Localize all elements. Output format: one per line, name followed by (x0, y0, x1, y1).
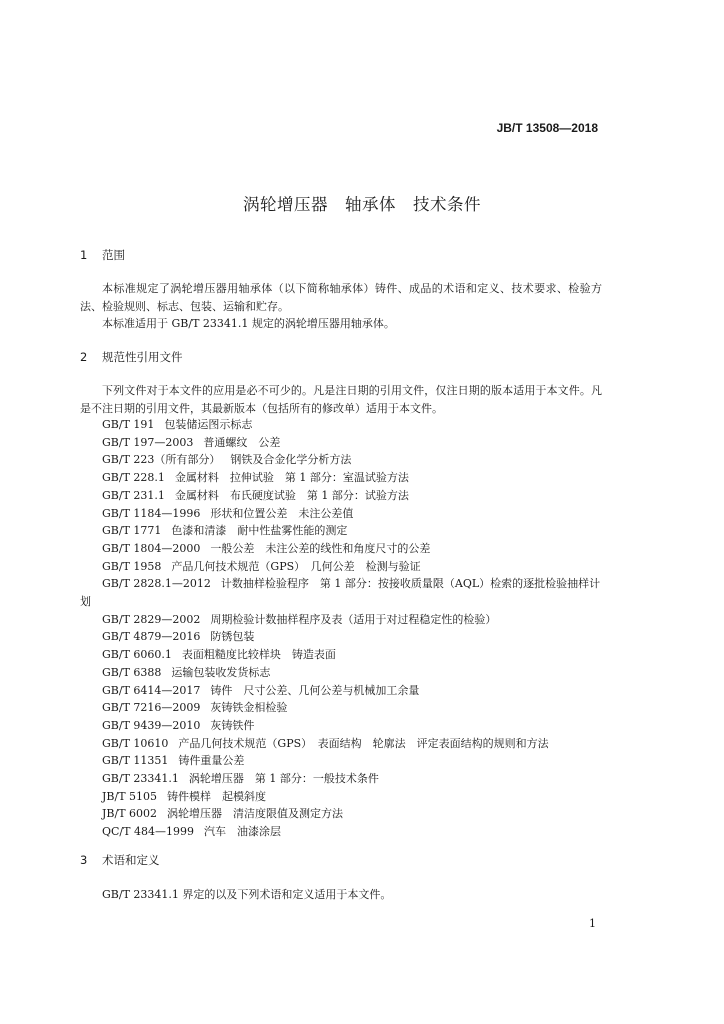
reference-title: 金属材料 拉伸试验 第 1 部分：室温试验方法 (174, 471, 409, 485)
reference-title: 色漆和清漆 耐中性盐雾性能的测定 (171, 524, 348, 538)
reference-code: QC/T 484—1999 (102, 825, 194, 839)
section-title: 规范性引用文件 (102, 350, 183, 364)
reference-item (80, 416, 610, 434)
reference-code: GB/T 1184—1996 (102, 506, 201, 520)
reference-item (80, 540, 610, 558)
reference-code: JB/T 5105 (102, 789, 158, 803)
reference-item (80, 770, 610, 788)
reference-title: 包装储运图示标志 (164, 418, 253, 431)
reference-code: GB/T 4879—2016 (102, 630, 201, 644)
reference-title: 计数抽样检验程序 第 1 部分：按接收质量限（AQL）检索的逐批检验抽样计划 (80, 577, 601, 609)
reference-code: GB/T 1958 (102, 559, 162, 573)
reference-code: GB/T 2829—2002 (102, 612, 201, 626)
reference-item (80, 699, 610, 717)
reference-item (80, 575, 610, 610)
reference-title: 钢铁及合金化学分析方法 (230, 453, 352, 467)
reference-item (80, 735, 610, 753)
reference-code: GB/T 6060.1 (102, 648, 172, 662)
reference-title: 防锈包装 (210, 630, 255, 644)
reference-item (80, 522, 610, 540)
reference-item (80, 505, 610, 523)
reference-code: GB/T 1804—2000 (102, 541, 201, 555)
reference-code: GB/T 2828.1—2012 (102, 577, 211, 591)
reference-item (80, 717, 610, 735)
reference-code: GB/T 191 (102, 418, 155, 431)
reference-title: 灰铸铁金相检验 (210, 701, 288, 715)
reference-code: GB/T 223（所有部分） (102, 453, 221, 467)
reference-title: 产品几何技术规范（GPS） 表面结构 轮廓法 评定表面结构的规则和方法 (178, 736, 549, 750)
reference-title: 涡轮增压器 清洁度限值及测定方法 (167, 807, 344, 821)
section-title: 范围 (102, 248, 125, 262)
reference-title: 金属材料 布氏硬度试验 第 1 部分：试验方法 (174, 488, 409, 502)
reference-item (80, 487, 610, 505)
reference-item (80, 469, 610, 487)
reference-title: 铸件 尺寸公差、几何公差与机械加工余量 (210, 683, 420, 697)
reference-title: 铸件模样 起模斜度 (167, 789, 267, 803)
reference-item (80, 682, 610, 700)
document-title: 涡轮增压器 轴承体 技术条件 (243, 195, 481, 214)
standard-number: JB/T 13508—2018 (496, 121, 598, 135)
section-2-heading (80, 349, 183, 365)
reference-title: 运输包装收发货标志 (171, 665, 271, 679)
reference-item (80, 628, 610, 646)
reference-item (80, 805, 610, 823)
section-title: 术语和定义 (102, 853, 160, 867)
reference-list (80, 416, 610, 841)
reference-item (80, 558, 610, 576)
scope-paragraph: 本标准规定了涡轮增压器用轴承体（以下简称轴承体）铸件、成品的术语和定义、技术要求、检验方法、检验规则、标志、包装、运输和贮存。 (80, 282, 602, 313)
reference-item (80, 611, 610, 629)
reference-code: GB/T 231.1 (102, 488, 165, 502)
page-number: 1 (589, 917, 596, 930)
reference-item (80, 664, 610, 682)
reference-item (80, 451, 610, 469)
scope-applicability: 本标准适用于 GB/T 23341.1 规定的涡轮增压器用轴承体。 (102, 317, 395, 330)
reference-code: GB/T 11351 (102, 754, 169, 768)
reference-title: 一般公差 未注公差的线性和角度尺寸的公差 (210, 541, 431, 555)
reference-title: 涡轮增压器 第 1 部分：一般技术条件 (188, 772, 379, 786)
reference-code: GB/T 6388 (102, 665, 162, 679)
reference-title: 表面粗糙度比较样块 铸造表面 (181, 648, 336, 662)
reference-title: 灰铸铁件 (210, 718, 255, 732)
reference-code: GB/T 228.1 (102, 471, 165, 485)
section-number: 1 (80, 248, 88, 262)
reference-item (80, 823, 610, 841)
reference-title: 形状和位置公差 未注公差值 (210, 506, 354, 520)
reference-code: GB/T 6414—2017 (102, 683, 201, 697)
reference-title: 周期检验计数抽样程序及表（适用于对过程稳定性的检验） (210, 612, 497, 626)
reference-code: GB/T 1771 (102, 524, 162, 538)
reference-title: 汽车 油漆涂层 (203, 825, 281, 839)
reference-item (80, 752, 610, 770)
reference-title: 普通螺纹 公差 (203, 435, 281, 449)
reference-title: 铸件重量公差 (178, 754, 245, 768)
reference-code: GB/T 9439—2010 (102, 718, 201, 732)
reference-item (80, 788, 610, 806)
reference-code: JB/T 6002 (102, 807, 158, 821)
section-number: 3 (80, 853, 88, 867)
reference-code: GB/T 10610 (102, 736, 169, 750)
reference-code: GB/T 7216—2009 (102, 701, 201, 715)
section-number: 2 (80, 350, 88, 364)
reference-code: GB/T 23341.1 (102, 772, 179, 786)
reference-code: GB/T 197—2003 (102, 435, 194, 449)
section-1-heading (80, 247, 125, 263)
reference-item (80, 646, 610, 664)
references-intro: 下列文件对于本文件的应用是必不可少的。凡是注日期的引用文件，仅注日期的版本适用于本文件。凡是不注日期的引用文件，其最新版本（包括所有的修改单）适用于本文件。 (80, 384, 602, 415)
section-3-heading (80, 852, 160, 868)
reference-title: 产品几何技术规范（GPS） 几何公差 检测与验证 (171, 559, 421, 573)
terms-paragraph: GB/T 23341.1 界定的以及下列术语和定义适用于本文件。 (102, 888, 392, 901)
reference-item (80, 434, 610, 452)
